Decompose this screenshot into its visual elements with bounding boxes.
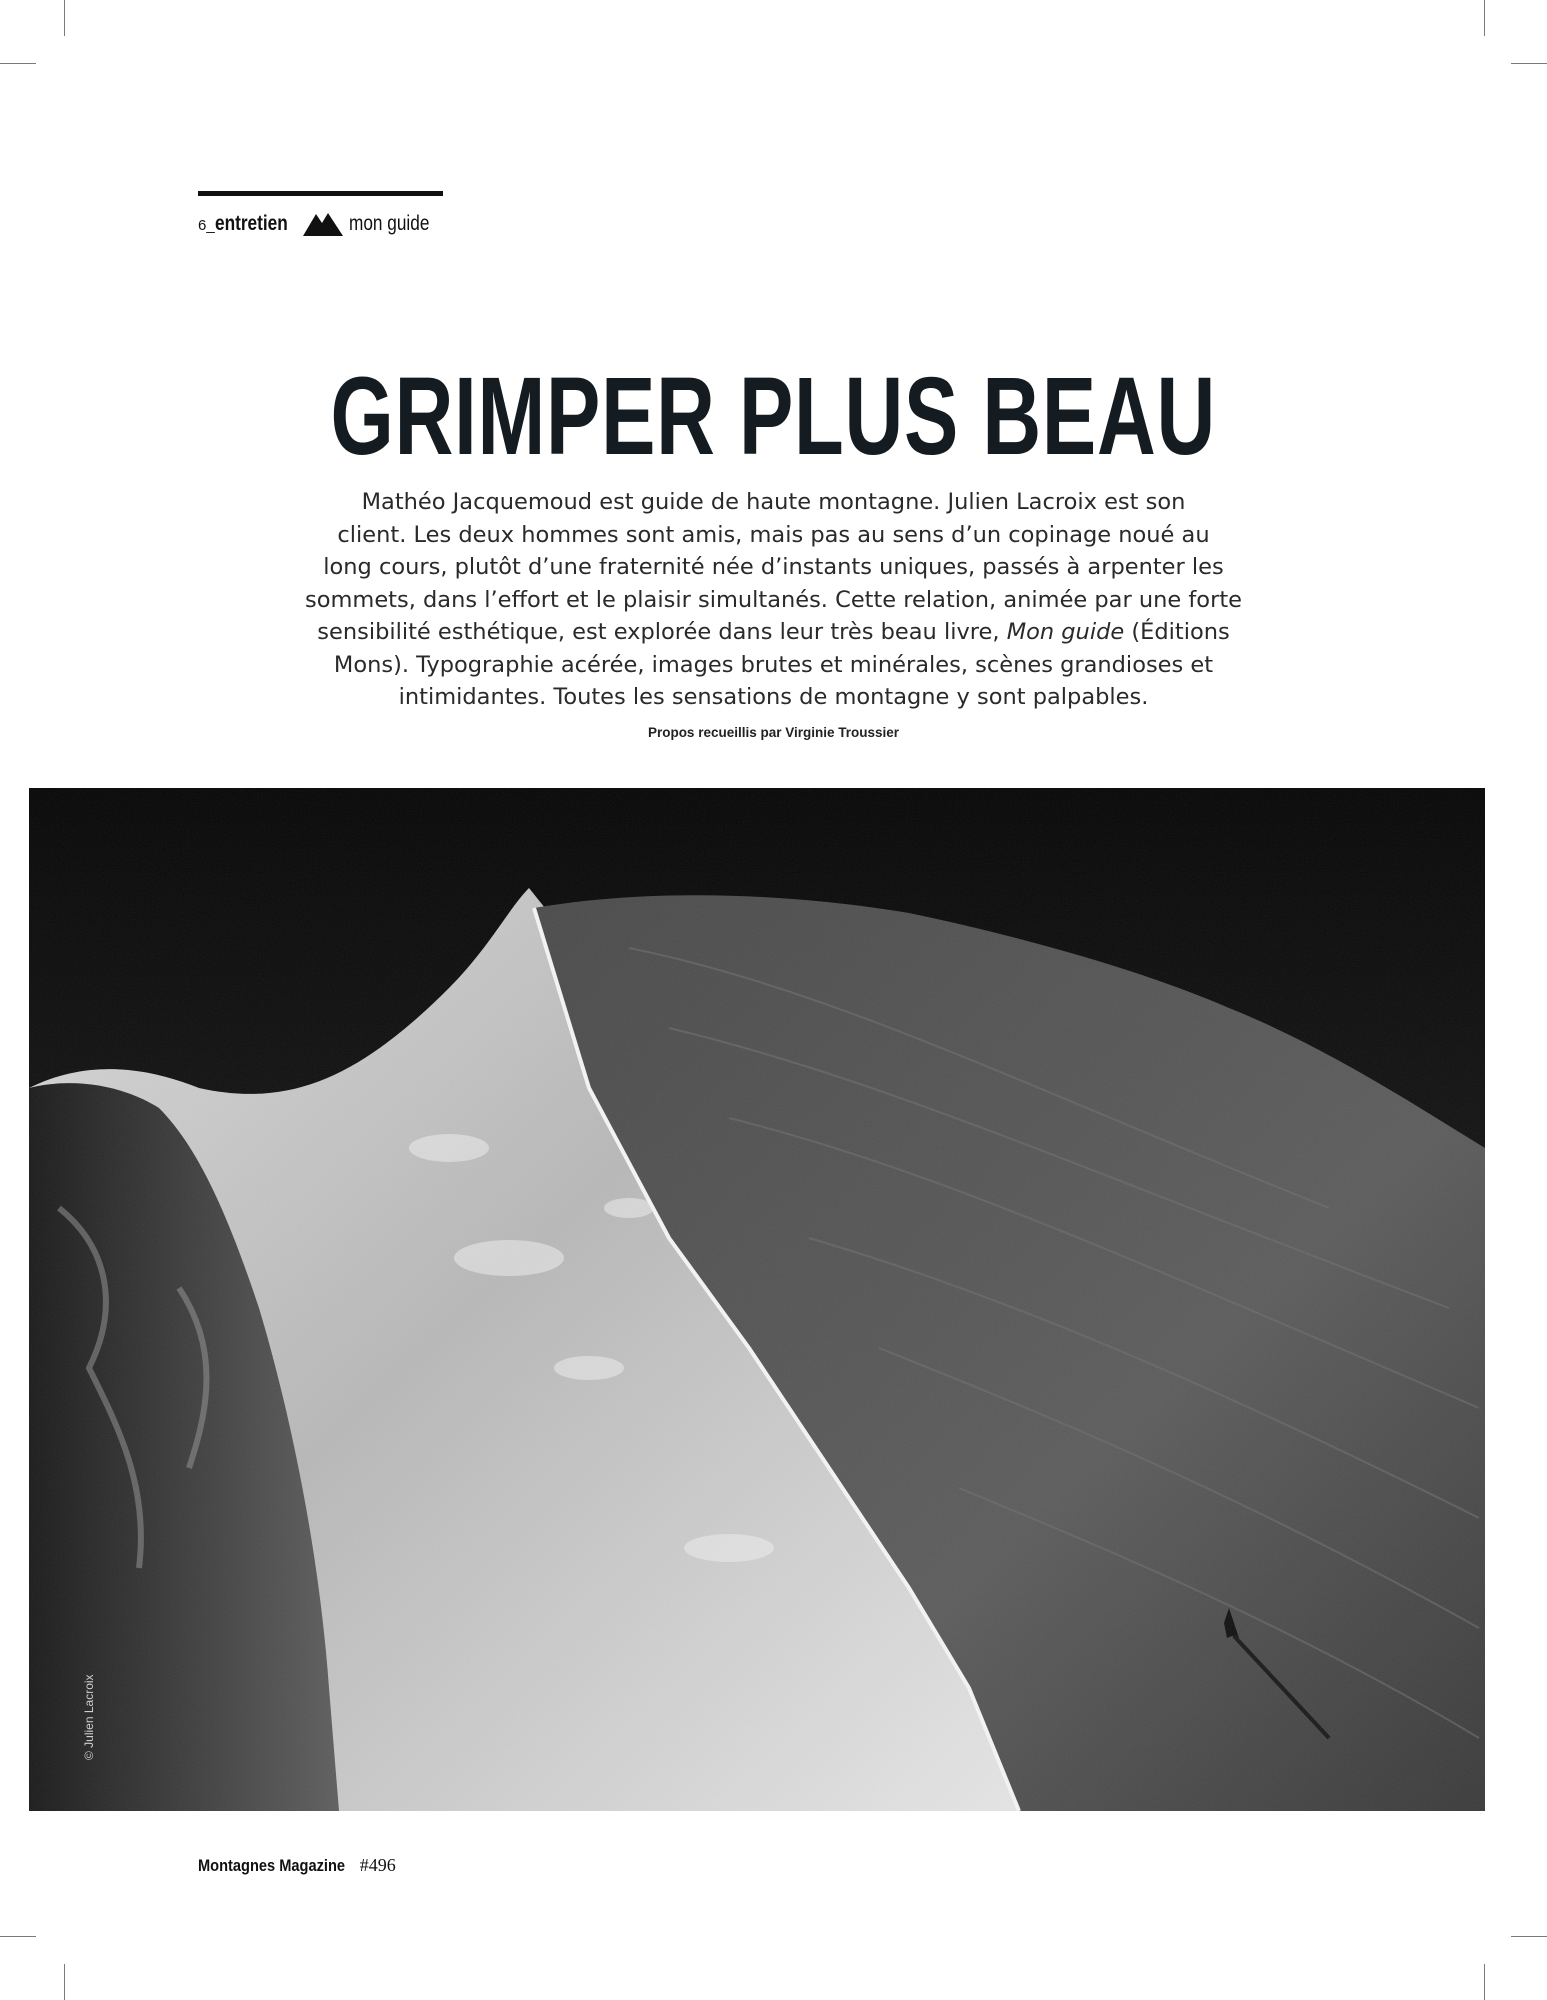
standfirst-line: intimidantes. Toutes les sensations de montagne y sont palpables. [398, 684, 1149, 710]
section-rule [198, 191, 443, 196]
crop-mark [1484, 0, 1485, 36]
photo-credit: © Julien Lacroix [82, 1674, 96, 1760]
crop-mark [1511, 63, 1547, 64]
issue-number: #496 [359, 1855, 396, 1875]
standfirst-line: long cours, plutôt d’une fraternité née d’instants uniques, passés à arpenter les [323, 554, 1224, 580]
book-title: Mon guide [1006, 619, 1125, 645]
standfirst-line: client. Les deux hommes sont amis, mais pas au sens d’un copinage noué au [337, 521, 1210, 548]
standfirst-line: Mathéo Jacquemoud est guide de haute montagne. Julien Lacroix est son [361, 489, 1186, 515]
section-subrubric: mon guide [348, 212, 430, 235]
article-title-text: GRIMPER PLUS BEAU [330, 355, 1217, 478]
standfirst-line: Mons). Typographie acérée, images brutes et minérales, scènes grandioses et [333, 651, 1214, 678]
crop-mark [64, 1964, 65, 2000]
section-rubric: entretien [214, 212, 288, 235]
crop-mark [64, 0, 65, 36]
article-standfirst [258, 486, 1289, 714]
magazine-name: Montagnes Magazine [198, 1856, 346, 1875]
section-header [198, 206, 447, 236]
crop-mark [1511, 1936, 1547, 1937]
standfirst-line [258, 616, 1289, 649]
page-footer [198, 1855, 396, 1876]
crop-mark [1484, 1964, 1485, 2000]
standfirst-text: (Éditions [1131, 619, 1230, 645]
crop-mark [0, 63, 36, 64]
byline: Propos recueillis par Virginie Troussier [647, 725, 900, 740]
standfirst-line: sommets, dans l’effort et le plaisir simultanés. Cette relation, animée par une forte [305, 586, 1242, 613]
crop-mark [0, 1936, 36, 1937]
mountain-illustration [29, 788, 1485, 1811]
mountain-icon [303, 210, 343, 236]
mountain-photo [29, 788, 1485, 1811]
article-title [0, 355, 1547, 478]
standfirst-text: sensibilité esthétique, est explorée dans leur très beau livre, [317, 619, 1000, 645]
page-section-number: 6_ [198, 217, 215, 234]
